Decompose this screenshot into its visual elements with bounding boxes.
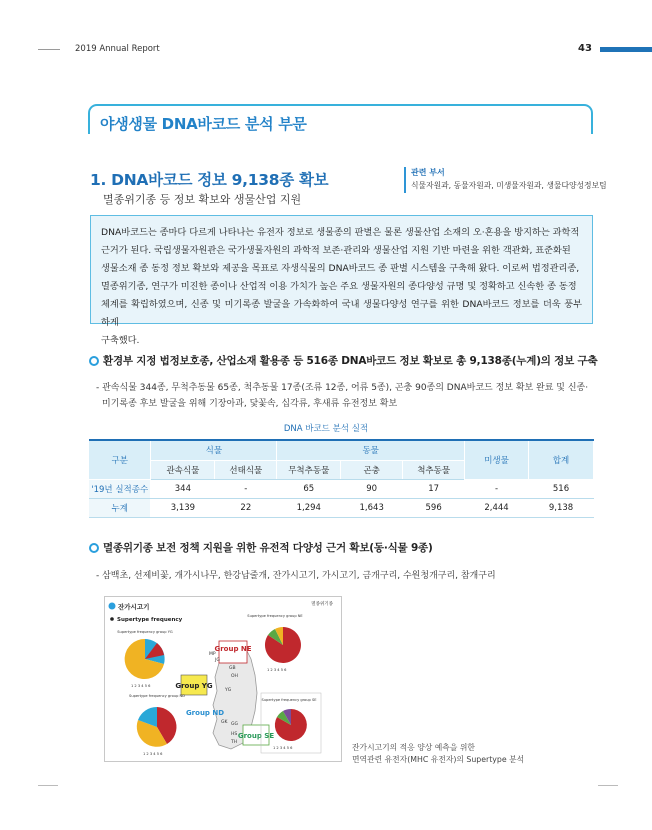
point-detail [96, 380, 606, 412]
caption-line: 면역관련 유전자(MHC 유전자)의 Supertype 분석 [352, 755, 525, 764]
related-dept-bar [404, 167, 406, 193]
table-cell: - [215, 479, 277, 498]
species-marker-icon [109, 603, 116, 610]
table-cell: 1,643 [341, 498, 403, 517]
page-number: 43 [578, 43, 592, 54]
barcode-results-table [89, 441, 594, 518]
table-cell: 90 [341, 479, 403, 498]
point-title: 멸종위기종 보전 정책 지원을 위한 유전적 다양성 근거 확보(동·식물 9종) [103, 542, 433, 554]
intro-line: 구축했다. [101, 335, 140, 346]
table-cell: 22 [215, 498, 277, 517]
figure-caption [352, 742, 524, 766]
header-bryophyte: 선태식물 [215, 460, 277, 479]
table-cell: 1,294 [277, 498, 341, 517]
pie-chart-ne [247, 614, 303, 672]
table-cell: 3,139 [151, 498, 215, 517]
group-yg-text: Group YG [175, 682, 213, 690]
region-code: GK [221, 720, 228, 725]
row-label: '19년 실적종수 [89, 479, 151, 498]
header-invertebrate: 무척추동물 [277, 460, 341, 479]
point-detail-line: 미기록종 후보 발굴을 위해 기장아과, 닻꽃속, 십각류, 후새류 유전정보 확보 [102, 399, 398, 409]
group-ne-text: Group NE [214, 645, 252, 653]
species-name: 잔가시고기 [118, 603, 150, 611]
intro-line: 체계를 확립하였으며, 신종 및 미기록종 발굴을 가속화하여 국내 생물다양성 연구를 위한 DNA바코드 정보를 더욱 풍부하게 [101, 299, 582, 328]
table-cell: 65 [277, 479, 341, 498]
intro-line: 근거가 된다. 국립생물자원관은 국가생물자원의 과학적 보존·관리와 생물산업 지원 기반 마련을 위한 객관화, 표준화된 [101, 245, 571, 256]
footer-rule-left [38, 785, 58, 786]
region-code: OH [231, 674, 238, 679]
header-insect: 곤충 [341, 460, 403, 479]
region-code: MP [209, 652, 216, 657]
header-animals: 동물 [277, 441, 465, 460]
caption-line: 잔가시고기의 적응 양상 예측을 위한 [352, 743, 475, 752]
table-cell: - [465, 479, 529, 498]
region-code: TH [231, 740, 238, 745]
header-rule-left [38, 49, 60, 50]
region-code: JG [215, 658, 220, 663]
section-title: 야생생물 DNA바코드 분석 부문 [100, 115, 307, 133]
header-plants: 식물 [151, 441, 277, 460]
pie-legend: 1 2 3 4 5 6 [273, 746, 293, 750]
pie-label: Supertype frequency group NE [247, 614, 303, 618]
point-title: 환경부 지정 법정보호종, 산업소재 활용종 등 516종 DNA바코드 정보 확보로 총 9,138종(누계)의 정보 구축 [103, 355, 598, 367]
table-cell: 17 [403, 479, 465, 498]
header-accent-bar [600, 47, 652, 52]
table-cell: 2,444 [465, 498, 529, 517]
header-vascular: 관속식물 [151, 460, 215, 479]
point-detail-line: - 관속식물 344종, 무척추동물 65종, 척추동물 17종(조류 12종, 어류 5종), 곤충 90종의 DNA바코드 정보 확보 완료 및 신종· [96, 383, 589, 393]
table-cell: 516 [529, 479, 594, 498]
page-subheading: 멸종위기종 등 정보 확보와 생물산업 지원 [103, 193, 302, 206]
pie-label: Supertype frequency group ND [129, 694, 185, 698]
report-name: 2019 Annual Report [75, 44, 160, 54]
footer-rule-right [598, 785, 618, 786]
table-row [89, 498, 594, 517]
table-row [89, 479, 594, 498]
bullet-icon [89, 356, 99, 366]
intro-line: 생물소재 종 동정 정보 확보와 제공을 목표로 자생식물의 DNA바코드 종 판별 시스템을 구축해 왔다. 이로써 법정관리종, [101, 263, 580, 274]
page-heading: 1. DNA바코드 정보 9,138종 확보 [90, 171, 329, 189]
header-category: 구분 [89, 441, 151, 479]
legend-title: Supertype frequency [117, 617, 183, 623]
group-nd-text: Group ND [185, 709, 225, 717]
pie-legend: 1 2 3 4 5 6 [143, 752, 163, 756]
pie-label: Supertype frequency group YG [117, 630, 173, 634]
intro-line: DNA바코드는 종마다 다르게 나타나는 유전자 정보로 생물종의 판별은 물론 생물산업 소재의 오·혼용을 방지하는 과학적 [101, 227, 580, 238]
supertype-map-diagram [105, 597, 343, 763]
table-cell: 9,138 [529, 498, 594, 517]
supertype-figure [104, 596, 342, 762]
table-title: DNA 바코드 분석 실적 [283, 424, 369, 434]
group-se-text: Group SE [237, 732, 275, 740]
pie-label: Supertype frequency group SE [261, 698, 317, 702]
pie-chart-nd [129, 694, 185, 756]
intro-line: 멸종위기종, 연구가 미진한 종이나 산업적 이용 가치가 높은 주요 생물자원의 종다양성 규명 및 정확하고 신속한 종 동정 [101, 281, 577, 292]
header-vertebrate: 척추동물 [403, 460, 465, 479]
pie-legend: 1 2 3 4 5 6 [267, 668, 287, 672]
corner-label: 멸종위기종 [311, 602, 333, 607]
region-code: GG [231, 722, 238, 727]
row-label: 누계 [89, 498, 151, 517]
pie-legend: 1 2 3 4 5 6 [131, 684, 151, 688]
header-total: 합계 [529, 441, 594, 479]
region-code: YG [225, 688, 232, 693]
pie-chart-se [261, 693, 321, 753]
related-dept-label: 관련 부서 [411, 168, 445, 177]
header-microbes: 미생물 [465, 441, 529, 479]
legend-dot-icon [110, 617, 114, 621]
pie-chart-yg [117, 630, 173, 688]
region-code: HS [231, 732, 238, 737]
table-cell: 596 [403, 498, 465, 517]
region-code: GB [229, 666, 236, 671]
bullet-icon [89, 543, 99, 553]
intro-box [90, 215, 593, 346]
related-dept-list: 식물자원과, 동물자원과, 미생물자원과, 생물다양성정보팀 [411, 181, 607, 190]
table-cell: 344 [151, 479, 215, 498]
point-detail: - 삼백초, 선제비꽃, 개가시나무, 한강납줄개, 잔가시고기, 가시고기, 금개구리, 수원청개구리, 참개구리 [96, 571, 496, 581]
